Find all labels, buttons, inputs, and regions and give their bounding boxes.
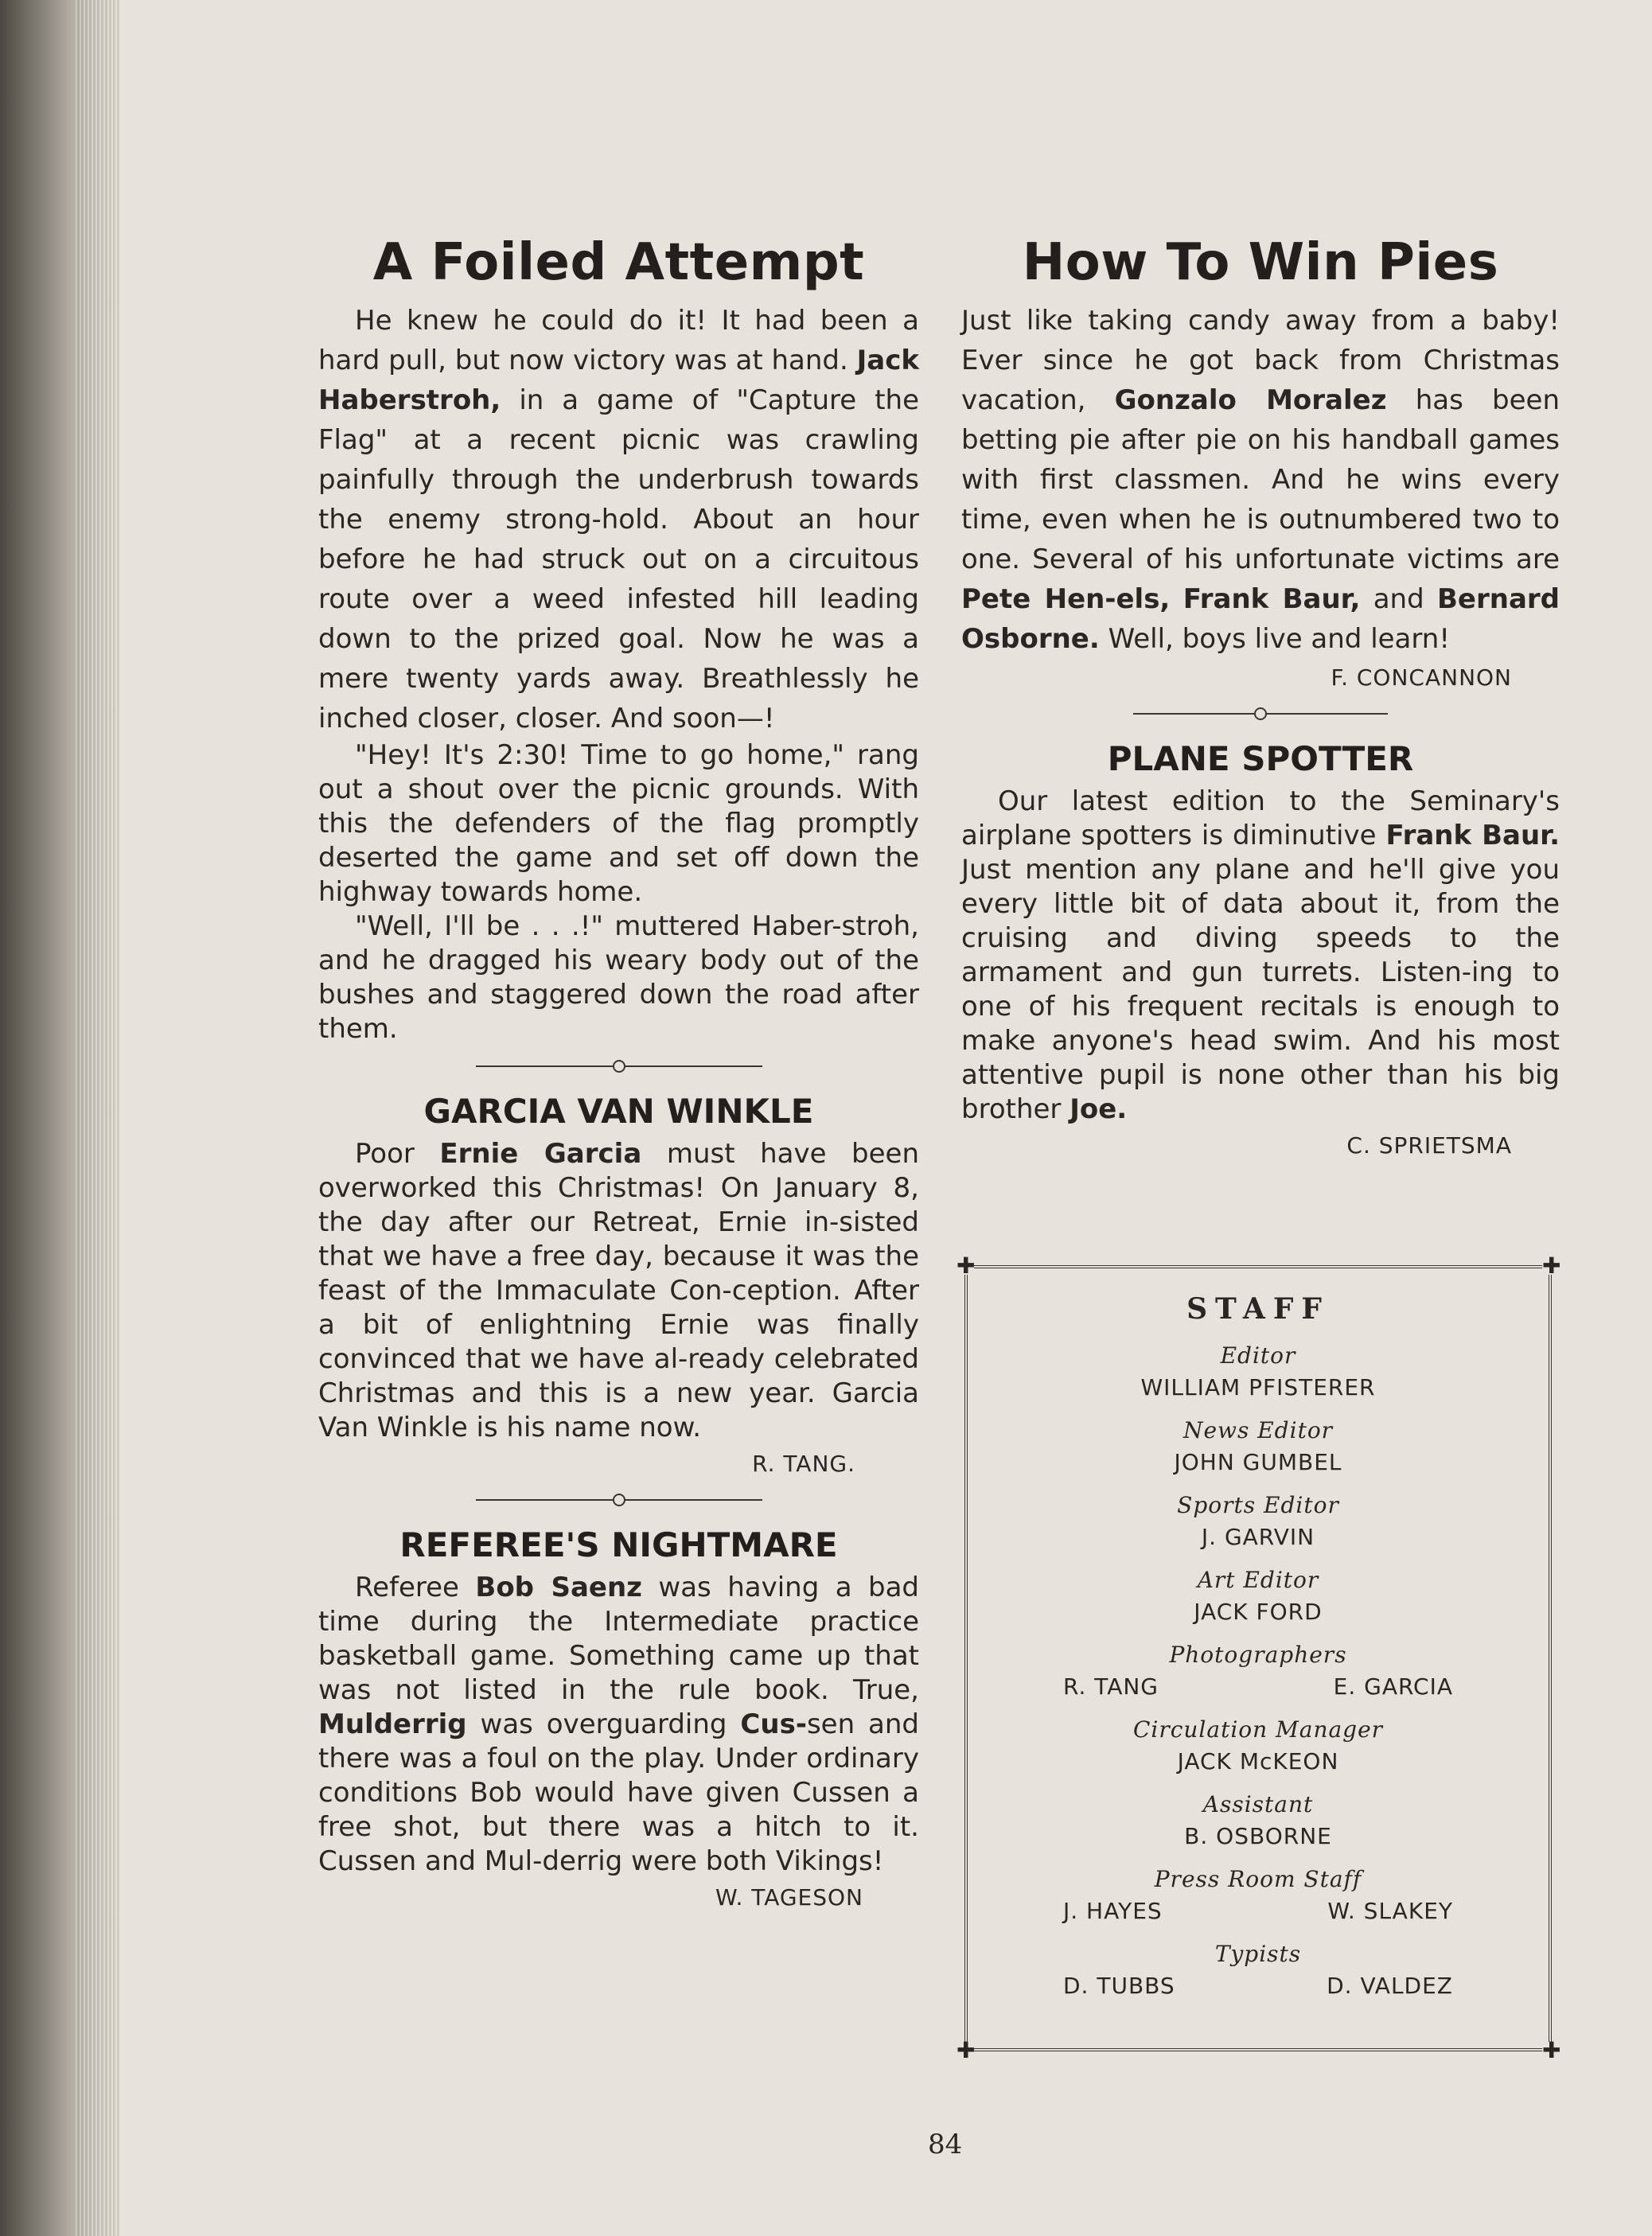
- bold-name: Bernard Osborne.: [961, 583, 1560, 655]
- staff-name-pair: [968, 1970, 1549, 2002]
- bold-name: Ernie Garcia: [439, 1138, 642, 1170]
- corner-ornament-icon: ✚: [1542, 2037, 1561, 2063]
- staff-role: Assistant: [1202, 1791, 1314, 1817]
- paragraph: "Hey! It's 2:30! Time to go home," rang out a shout over the picnic grounds. With this the defenders of the flag promptly deserted the game and set off down the highway towards home.: [318, 739, 919, 908]
- paragraph: [318, 301, 919, 738]
- staff-role: Sports Editor: [1177, 1492, 1339, 1518]
- bold-name: Pete Hen-els,: [961, 583, 1171, 615]
- staff-name: B. OSBORNE: [1184, 1823, 1332, 1849]
- left-column: [318, 231, 919, 1914]
- bold-name: Mulderrig: [318, 1708, 467, 1740]
- staff-name-pair: [968, 1895, 1549, 1927]
- staff-name: E. GARCIA: [1333, 1673, 1453, 1700]
- section-divider: [1133, 703, 1388, 724]
- staff-name: JACK FORD: [1194, 1599, 1323, 1625]
- byline: R. TANG.: [752, 1451, 855, 1477]
- text: sen and there was a foul on the play. Under ordinary conditions Bob would have given Cussen a free shot, but there was a hitch to it. Cussen and Mul-derrig were both Vikings!: [318, 1708, 919, 1877]
- section-divider: [476, 1490, 762, 1510]
- bold-name: Frank Baur,: [1183, 583, 1361, 615]
- staff-name: W. SLAKEY: [1327, 1898, 1453, 1924]
- staff-list: [968, 1292, 1549, 2013]
- text: [1170, 583, 1183, 615]
- text: in a game of "Capture the Flag" at a recent picnic was crawling painfully through the underbrush towards the enemy strong-hold. About an hour before he had struck out on a circuitous route over a weed infested hill leading down to the prized goal. Now he was a mere twenty yards away. Breathlessly he inched closer, closer. And soon—!: [318, 384, 919, 734]
- text: was overguarding: [466, 1708, 741, 1740]
- bold-name: Cus-: [740, 1708, 807, 1740]
- staff-name: JOHN GUMBEL: [1174, 1449, 1342, 1475]
- staff-role: Editor: [1220, 1342, 1296, 1369]
- staff-title: STAFF: [1186, 1292, 1330, 1326]
- text: was having a bad time during the Intermediate practice basketball game. Something came up that was not listed in the rule book. True,: [318, 1572, 919, 1706]
- text: Poor: [355, 1138, 440, 1170]
- staff-name: D. VALDEZ: [1327, 1973, 1453, 1999]
- article-title-referee: REFEREE'S NIGHTMARE: [399, 1525, 838, 1564]
- bold-name: Bob Saenz: [475, 1572, 642, 1603]
- paragraph: [961, 785, 1560, 1127]
- staff-name: WILLIAM PFISTERER: [1140, 1374, 1376, 1400]
- staff-name: D. TUBBS: [1063, 1973, 1175, 1999]
- staff-name: J. HAYES: [1063, 1898, 1163, 1924]
- section-divider: [476, 1056, 762, 1077]
- article-title-foiled-attempt: A Foiled Attempt: [372, 233, 865, 292]
- staff-name-pair: [968, 1671, 1549, 1703]
- page-number: 84: [928, 2129, 963, 2160]
- text: Our latest edition to the Seminary's airplane spotters is diminutive: [961, 785, 1560, 851]
- article-body-foiled-attempt: [318, 301, 919, 1046]
- text: He knew he could do it! It had been a hard pull, but now victory was at hand.: [318, 305, 919, 376]
- text: must have been overworked this Christmas! On January 8, the day after our Retreat, Ernie in-sisted that we have a free day, because it was the feast of the Immaculate Con-ception. After a bit of enlightning Ernie was finally convinced that we have al-ready celebrated Christmas and this is a new year. Garcia Van Winkle is his name now.: [318, 1138, 920, 1443]
- paragraph: [961, 301, 1560, 659]
- bold-name: Joe.: [1070, 1093, 1128, 1125]
- staff-role: Typists: [1214, 1941, 1302, 1967]
- staff-role: Art Editor: [1197, 1567, 1319, 1593]
- corner-ornament-icon: ✚: [957, 2037, 976, 2063]
- bold-name: Gonzalo Moralez: [1114, 384, 1387, 416]
- bold-name: Frank Baur.: [1385, 820, 1560, 851]
- staff-box: [957, 1252, 1561, 2063]
- paragraph: "Well, I'll be . . .!" muttered Haber-stroh, and he dragged his weary body out of the bushes and staggered down the road after them.: [318, 910, 919, 1045]
- byline: C. SPRIETSMA: [1346, 1132, 1512, 1159]
- bold-name: Jack Haberstroh,: [318, 345, 919, 416]
- byline: W. TAGESON: [715, 1884, 863, 1911]
- book-binding-edge: [0, 0, 119, 2236]
- text: and: [1360, 583, 1437, 615]
- article-title-win-pies: How To Win Pies: [1022, 233, 1499, 292]
- text: Just like taking candy away from a baby! Ever since he got back from Christmas vacation,: [961, 305, 1560, 416]
- corner-ornament-icon: ✚: [957, 1252, 976, 1279]
- byline: F. CONCANNON: [1331, 664, 1512, 691]
- article-title-garcia: GARCIA VAN WINKLE: [423, 1092, 814, 1131]
- paragraph: [318, 1571, 919, 1879]
- staff-role: Photographers: [1169, 1642, 1347, 1668]
- article-title-plane-spotter: PLANE SPOTTER: [1107, 739, 1414, 778]
- staff-name: JACK McKEON: [1177, 1748, 1339, 1774]
- staff-role: Press Room Staff: [1154, 1866, 1362, 1892]
- text: Well, boys live and learn!: [1099, 623, 1450, 655]
- staff-name: J. GARVIN: [1201, 1524, 1315, 1550]
- staff-name: R. TANG: [1063, 1673, 1159, 1700]
- corner-ornament-icon: ✚: [1542, 1252, 1561, 1279]
- staff-role: Circulation Manager: [1132, 1716, 1384, 1743]
- paragraph: [318, 1137, 919, 1445]
- text: Referee: [355, 1572, 476, 1603]
- text: has been betting pie after pie on his handball games with first classmen. And he wins every time, even when he is outnumbered two to one. Several of his unfortunate victims are: [961, 384, 1560, 575]
- staff-role: News Editor: [1183, 1417, 1334, 1443]
- right-column: [961, 231, 1560, 1162]
- text: Just mention any plane and he'll give you every little bit of data about it, from the cruising and diving speeds to the armament and gun turrets. Listen-ing to one of his frequent recitals is enough to make anyone's head swim. And his most attentive pupil is none other than his big brother: [961, 854, 1560, 1125]
